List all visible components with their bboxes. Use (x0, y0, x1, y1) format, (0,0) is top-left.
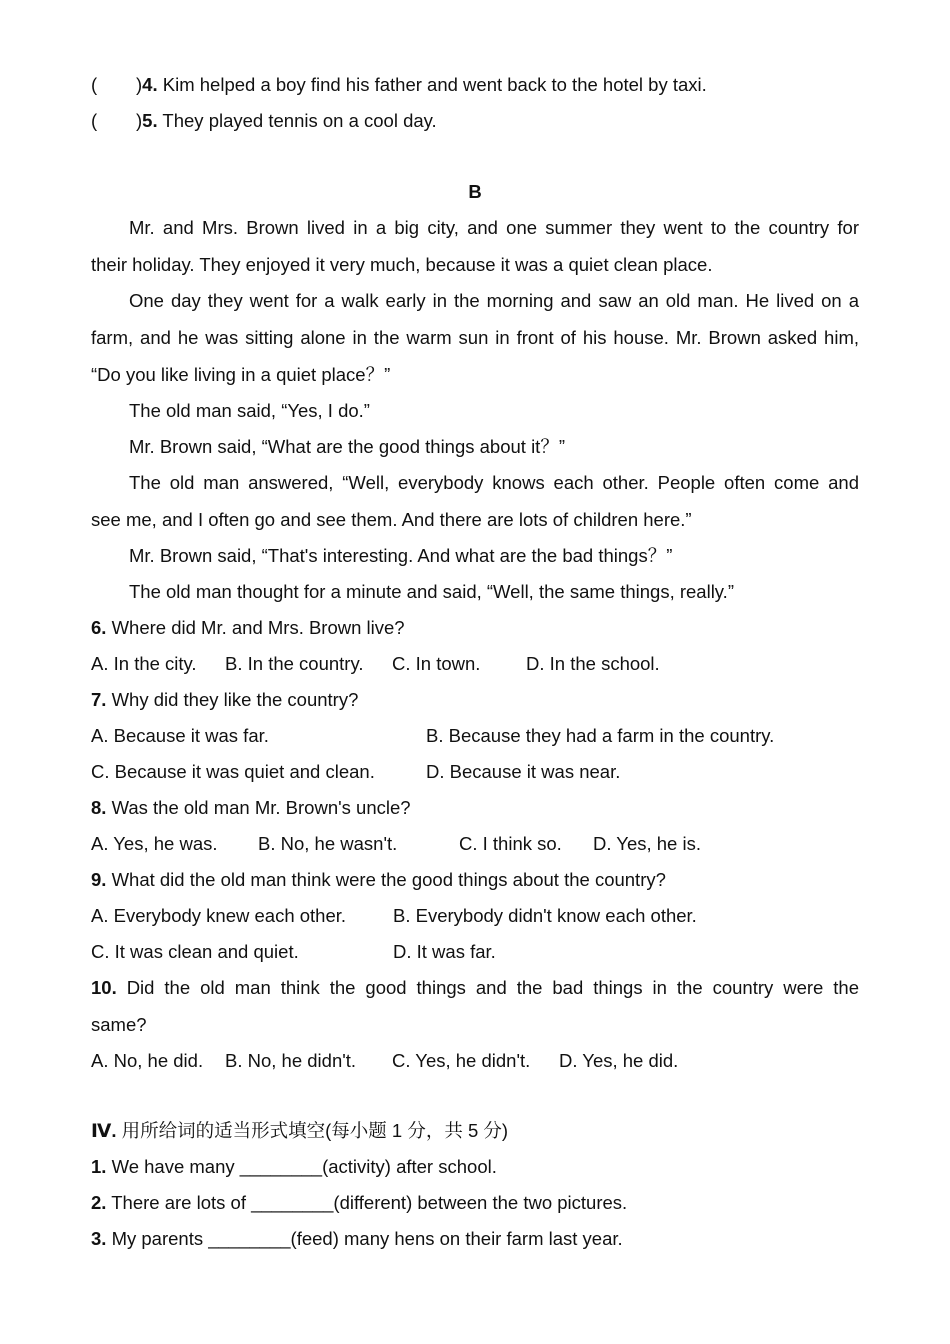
question-9-options-1 (91, 905, 697, 927)
fill-item-3: 3. My parents ________(feed) many hens on their farm last year. (91, 1228, 623, 1249)
tf-item-4: ( )4. Kim helped a boy find his father and went back to the hotel by taxi. (91, 74, 707, 95)
option-a[interactable]: A. Everybody knew each other. (91, 905, 347, 926)
question-8: 8. Was the old man Mr. Brown's uncle? (91, 797, 411, 818)
section-iv-heading: Ⅳ. 用所给词的适当形式填空(每小题 1 分，共 5 分) (91, 1120, 509, 1141)
option-d[interactable]: D. Because it was near. (426, 761, 621, 782)
option-d[interactable]: D. Yes, he is. (593, 833, 701, 854)
passage-line: see me, and I often go and see them. And there are lots of children here.” (91, 509, 692, 530)
option-c[interactable]: C. Because it was quiet and clean. (91, 761, 375, 782)
passage-line: Mr. and Mrs. Brown lived in a big city, and one summer they went to the country for (129, 217, 859, 238)
option-b[interactable]: B. No, he didn't. (225, 1050, 357, 1071)
question-10-options (91, 1050, 678, 1072)
fill-item-2: 2. There are lots of ________(different) between the two pictures. (91, 1192, 628, 1213)
passage-line: their holiday. They enjoyed it very much, because it was a quiet clean place. (91, 254, 713, 275)
passage-line: Mr. Brown said, “What are the good things about it？” (129, 436, 565, 457)
question-7: 7. Why did they like the country? (91, 689, 359, 710)
answer-blank[interactable]: ( (91, 74, 98, 95)
option-c[interactable]: C. In town. (392, 653, 481, 674)
option-a[interactable]: A. Because it was far. (91, 725, 269, 746)
option-a[interactable]: A. Yes, he was. (91, 833, 218, 854)
option-a[interactable]: A. In the city. (91, 653, 197, 674)
option-a[interactable]: A. No, he did. (91, 1050, 204, 1071)
question-10: 10. Did the old man think the good things and the bad things in the country were the (91, 977, 860, 998)
option-b[interactable]: B. Because they had a farm in the country. (426, 725, 775, 746)
option-c[interactable]: C. It was clean and quiet. (91, 941, 299, 962)
option-d[interactable]: D. Yes, he did. (559, 1050, 679, 1071)
passage-line: The old man said, “Yes, I do.” (129, 400, 370, 421)
option-c[interactable]: C. Yes, he didn't. (392, 1050, 531, 1071)
option-b[interactable]: B. No, he wasn't. (258, 833, 398, 854)
question-9: 9. What did the old man think were the good things about the country? (91, 869, 666, 890)
section-b-heading: B (468, 181, 482, 202)
fill-item-1: 1. We have many ________(activity) after school. (91, 1156, 497, 1177)
passage-line: “Do you like living in a quiet place？” (91, 364, 391, 385)
question-10-continued: same? (91, 1014, 147, 1035)
option-c[interactable]: C. I think so. (459, 833, 562, 854)
passage-line: The old man thought for a minute and said, “Well, the same things, really.” (129, 581, 734, 602)
passage-line: Mr. Brown said, “That's interesting. And what are the bad things？” (129, 545, 673, 566)
passage-line: The old man answered, “Well, everybody knows each other. People often come and (129, 472, 859, 493)
question-7-options-1 (91, 725, 774, 747)
question-9-options-2 (91, 941, 496, 963)
answer-blank[interactable]: ( (91, 110, 98, 131)
question-8-options (91, 833, 701, 855)
option-b[interactable]: B. In the country. (225, 653, 364, 674)
question-7-options-2 (91, 761, 620, 783)
option-d[interactable]: D. In the school. (526, 653, 660, 674)
passage-line: farm, and he was sitting alone in the warm sun in front of his house. Mr. Brown asked him, (91, 327, 859, 348)
option-b[interactable]: B. Everybody didn't know each other. (393, 905, 697, 926)
question-6-options (91, 653, 660, 675)
option-d[interactable]: D. It was far. (393, 941, 496, 962)
question-6: 6. Where did Mr. and Mrs. Brown live? (91, 617, 405, 638)
tf-item-5: ( )5. They played tennis on a cool day. (91, 110, 437, 131)
passage-line: One day they went for a walk early in the morning and saw an old man. He lived on a (129, 290, 859, 311)
